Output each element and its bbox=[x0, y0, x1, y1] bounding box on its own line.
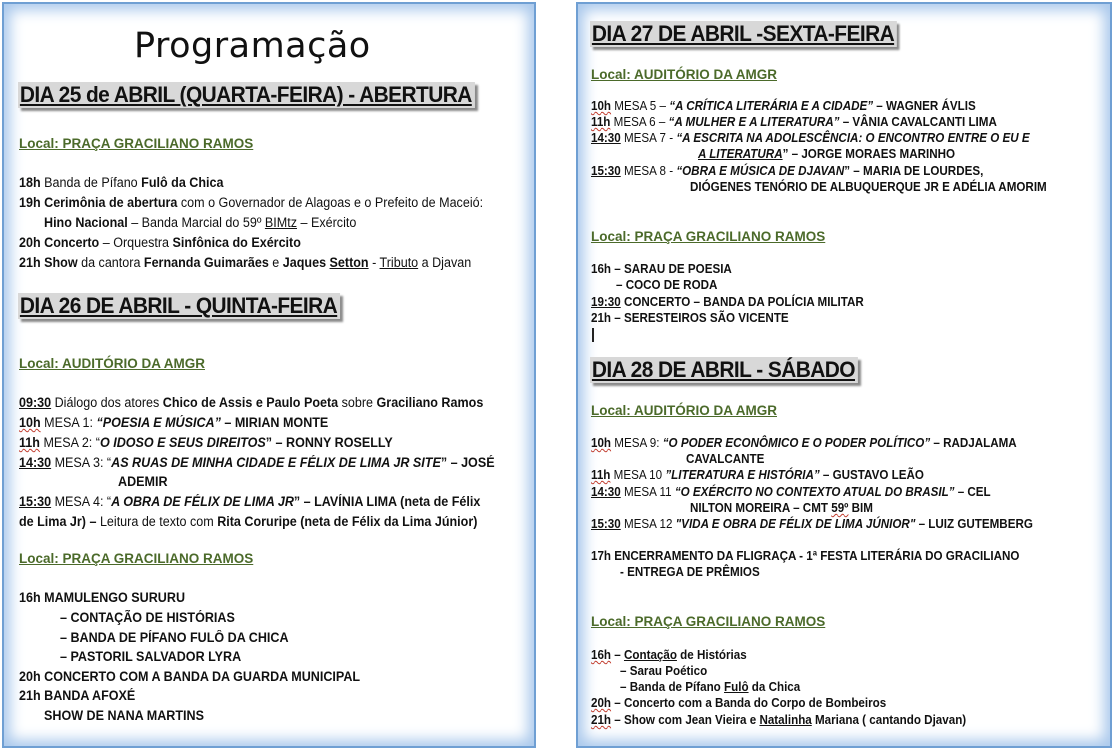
day27-praca-coco: – COCO DE RODA bbox=[616, 278, 718, 292]
day27-heading: DIA 27 DE ABRIL -SEXTA-FEIRA bbox=[590, 21, 897, 47]
day27-local-auditorio: Local: AUDITÓRIO DA AMGR bbox=[591, 67, 777, 82]
day25-line-19h: 19h Cerimônia de abertura com o Governador de Alagoas e o Prefeito de Maceió: bbox=[19, 195, 484, 210]
day27-mesa8: 15:30 MESA 8 - “OBRA E MÚSICA DE DJAVAN” – MARIA DE LOURDES, bbox=[591, 164, 984, 178]
day27-mesa5: 10h MESA 5 – “A CRÍTICA LITERÁRIA E A CIDADE” – WAGNER ÁVLIS bbox=[591, 99, 976, 113]
left-page bbox=[2, 2, 536, 748]
day26-praca-show: SHOW DE NANA MARTINS bbox=[44, 708, 204, 723]
day25-line-20h: 20h Concerto – Orquestra Sinfônica do Exército bbox=[19, 235, 301, 250]
day26-local-auditorio: Local: AUDITÓRIO DA AMGR bbox=[19, 356, 205, 371]
day26-line-mesa2: 11h MESA 2: “O IDOSO E SEUS DIREITOS” – RONNY ROSELLY bbox=[19, 435, 393, 450]
day27-heading-wrap bbox=[590, 21, 1110, 47]
day26-praca-pastoril: – PASTORIL SALVADOR LYRA bbox=[60, 649, 242, 664]
day28-heading-wrap bbox=[590, 357, 1110, 383]
day26-line-mesa1: 10h MESA 1: “POESIA E MÚSICA” – MIRIAN MONTE bbox=[19, 415, 329, 430]
right-page bbox=[576, 2, 1112, 748]
day28-mesa9: 10h MESA 9: “O PODER ECONÔMICO E O PODER POLÍTICO” – RADJALAMA bbox=[591, 436, 1017, 450]
day28-mesa11-cont: NILTON MOREIRA – CMT 59º BIM bbox=[690, 501, 873, 515]
day26-line-0930: 09:30 Diálogo dos atores Chico de Assis e Paulo Poeta sobre Graciliano Ramos bbox=[19, 395, 484, 410]
text-cursor bbox=[592, 328, 1110, 347]
day26-heading-wrap bbox=[18, 293, 534, 319]
day27-mesa7-cont: A LITERATURA” – JORGE MORAES MARINHO bbox=[698, 147, 956, 161]
day26-heading: DIA 26 DE ABRIL - QUINTA-FEIRA bbox=[18, 293, 340, 319]
day26-praca-16h: 16h MAMULENGO SURURU bbox=[19, 590, 186, 605]
day28-praca-16h: 16h – Contação de Histórias bbox=[591, 648, 747, 662]
day26-praca-banda: – BANDA DE PÍFANO FULÔ DA CHICA bbox=[60, 630, 289, 645]
day25-local: Local: PRAÇA GRACILIANO RAMOS bbox=[19, 136, 254, 151]
day28-praca-20h: 20h – Concerto com a Banda do Corpo de Bombeiros bbox=[591, 696, 887, 710]
day26-line-mesa3-cont: ADEMIR bbox=[118, 474, 168, 489]
day27-mesa7: 14:30 MESA 7 - “A ESCRITA NA ADOLESCÊNCIA: O ENCONTRO ENTRE O EU E bbox=[591, 131, 1030, 145]
day25-line-18h: 18h Banda de Pífano Fulô da Chica bbox=[19, 175, 224, 190]
day26-praca-contacao: – CONTAÇÃO DE HISTÓRIAS bbox=[60, 610, 235, 625]
day28-mesa12: 15:30 MESA 12 "VIDA E OBRA DE FÉLIX DE LIMA JÚNIOR" – LUIZ GUTEMBERG bbox=[591, 517, 1033, 531]
day26-line-mesa3: 14:30 MESA 3: “AS RUAS DE MINHA CIDADE E FÉLIX DE LIMA JR SITE” – JOSÉ bbox=[19, 455, 495, 470]
day28-mesa11: 14:30 MESA 11 “O EXÉRCITO NO CONTEXTO ATUAL DO BRASIL” – CEL bbox=[591, 485, 991, 499]
day25-line-hino: Hino Nacional – Banda Marcial do 59º BIMtz – Exército bbox=[44, 215, 357, 230]
day27-praca-16h: 16h – SARAU DE POESIA bbox=[591, 262, 732, 276]
day26-praca-21h: 21h BANDA AFOXÉ bbox=[19, 688, 136, 703]
day27-praca-21h: 21h – SERESTEIROS SÃO VICENTE bbox=[591, 311, 789, 325]
day28-praca-sarau: – Sarau Poético bbox=[620, 664, 708, 678]
day27-mesa6: 11h MESA 6 – “A MULHER E A LITERATURA” – VÂNIA CAVALCANTI LIMA bbox=[591, 115, 997, 129]
day26-line-mesa4-cont: de Lima Jr) – Leitura de texto com Rita Coruripe (neta de Félix da Lima Júnior) bbox=[19, 514, 478, 529]
day27-mesa8-cont: DIÓGENES TENÓRIO DE ALBUQUERQUE JR E ADÉLIA AMORIM bbox=[690, 180, 1047, 194]
day26-praca-20h: 20h CONCERTO COM A BANDA DA GUARDA MUNICIPAL bbox=[19, 669, 361, 684]
day26-local-praca: Local: PRAÇA GRACILIANO RAMOS bbox=[19, 551, 254, 566]
day25-heading-wrap bbox=[18, 82, 534, 108]
day28-local-auditorio: Local: AUDITÓRIO DA AMGR bbox=[591, 403, 777, 418]
day27-praca-1930: 19:30 CONCERTO – BANDA DA POLÍCIA MILITAR bbox=[591, 295, 864, 309]
day28-praca-21h: 21h – Show com Jean Vieira e Natalinha Mariana ( cantando Djavan) bbox=[591, 713, 967, 727]
day28-encerramento: 17h ENCERRAMENTO DA FLIGRAÇA - 1ª FESTA LITERÁRIA DO GRACILIANO bbox=[591, 549, 1020, 563]
day28-praca-banda: – Banda de Pífano Fulô da Chica bbox=[620, 680, 801, 694]
day27-local-praca: Local: PRAÇA GRACILIANO RAMOS bbox=[591, 229, 826, 244]
day25-line-21h: 21h Show da cantora Fernanda Guimarães e Jaques Setton - Tributo a Djavan bbox=[19, 255, 472, 270]
day28-mesa9-cont: CAVALCANTE bbox=[686, 452, 765, 466]
day26-line-mesa4: 15:30 MESA 4: “A OBRA DE FÉLIX DE LIMA JR” – LAVÍNIA LIMA (neta de Félix bbox=[19, 494, 481, 509]
day25-heading: DIA 25 de ABRIL (QUARTA-FEIRA) - ABERTURA bbox=[18, 82, 475, 108]
day28-heading: DIA 28 DE ABRIL - SÁBADO bbox=[590, 357, 858, 383]
day28-mesa10: 11h MESA 10 ”LITERATURA E HISTÓRIA” – GUSTAVO LEÃO bbox=[591, 468, 924, 482]
program-title: Programação bbox=[134, 26, 371, 66]
day28-local-praca: Local: PRAÇA GRACILIANO RAMOS bbox=[591, 614, 826, 629]
day28-entrega: - ENTREGA DE PRÊMIOS bbox=[620, 565, 760, 579]
